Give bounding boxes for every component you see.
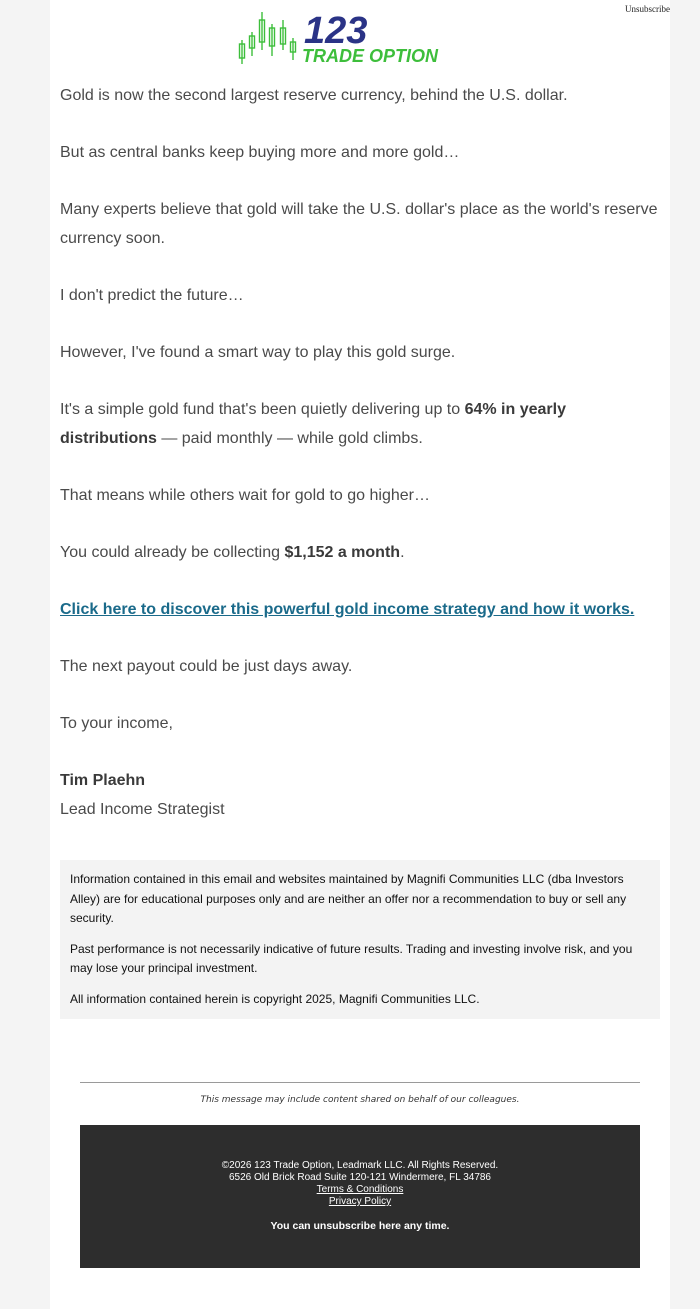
cta-link[interactable]: Click here to discover this powerful gold income strategy and how it works. (60, 601, 635, 618)
candlestick-logo-icon (236, 10, 486, 70)
paragraph: Many experts believe that gold will take the U.S. dollar's place as the world's reserve currency soon. (60, 201, 658, 247)
paragraph: I don't predict the future… (60, 287, 244, 304)
brand-logo (236, 10, 486, 70)
disclaimer-text: Information contained in this email and websites maintained by Magnifi Communities LLC (dba Investors Alley) are for educational purposes only and are neither an offer nor a recommendation to buy or sell any security. (70, 872, 627, 925)
paragraph: That means while others wait for gold to go higher… (60, 487, 430, 504)
footer-address: 6526 Old Brick Road Suite 120-121 Windermere, FL 34786 (229, 1172, 491, 1183)
disclaimer-box (60, 860, 660, 1019)
paragraph: It's a simple gold fund that's been quietly delivering up to 64% in yearly distributions — paid monthly — while gold climbs. (60, 401, 566, 447)
paragraph: Gold is now the second largest reserve currency, behind the U.S. dollar. (60, 87, 568, 104)
paragraph: However, I've found a smart way to play this gold surge. (60, 344, 456, 361)
signer-name: Tim Plaehn (60, 772, 146, 789)
closing: To your income, (60, 715, 173, 732)
privacy-link[interactable]: Privacy Policy (328, 1196, 392, 1207)
signature (60, 766, 660, 824)
paragraph: The next payout could be just days away. (60, 658, 353, 675)
footer-unsubscribe-link[interactable]: You can unsubscribe here any time. (270, 1220, 450, 1232)
signer-title: Lead Income Strategist (60, 801, 225, 818)
footer (80, 1125, 640, 1268)
terms-link[interactable]: Terms & Conditions (316, 1184, 404, 1195)
email-sheet (50, 0, 670, 1309)
highlight-distributions: 64% in yearly distributions (60, 401, 566, 447)
logo-name: TRADE OPTION (302, 46, 439, 66)
paragraph: But as central banks keep buying more and more gold… (60, 144, 460, 161)
logo-number: 123 (304, 10, 368, 52)
paragraph: You could already be collecting $1,152 a month. (60, 544, 405, 561)
disclaimer-text: All information contained herein is copyright 2025, Magnifi Communities LLC. (70, 991, 480, 1006)
footer-copyright: ©2026 123 Trade Option, Leadmark LLC. All Rights Reserved. (221, 1160, 499, 1171)
behalf-note: This message may include content shared on behalf of our colleagues. (200, 1095, 520, 1105)
divider (80, 1082, 640, 1083)
disclaimer-text: Past performance is not necessarily indicative of future results. Trading and investing involve risk, and you may lose your principal investment. (70, 941, 633, 975)
email-body (60, 81, 660, 824)
unsubscribe-link[interactable]: Unsubscribe (625, 4, 670, 14)
highlight-amount: $1,152 a month (284, 544, 401, 561)
